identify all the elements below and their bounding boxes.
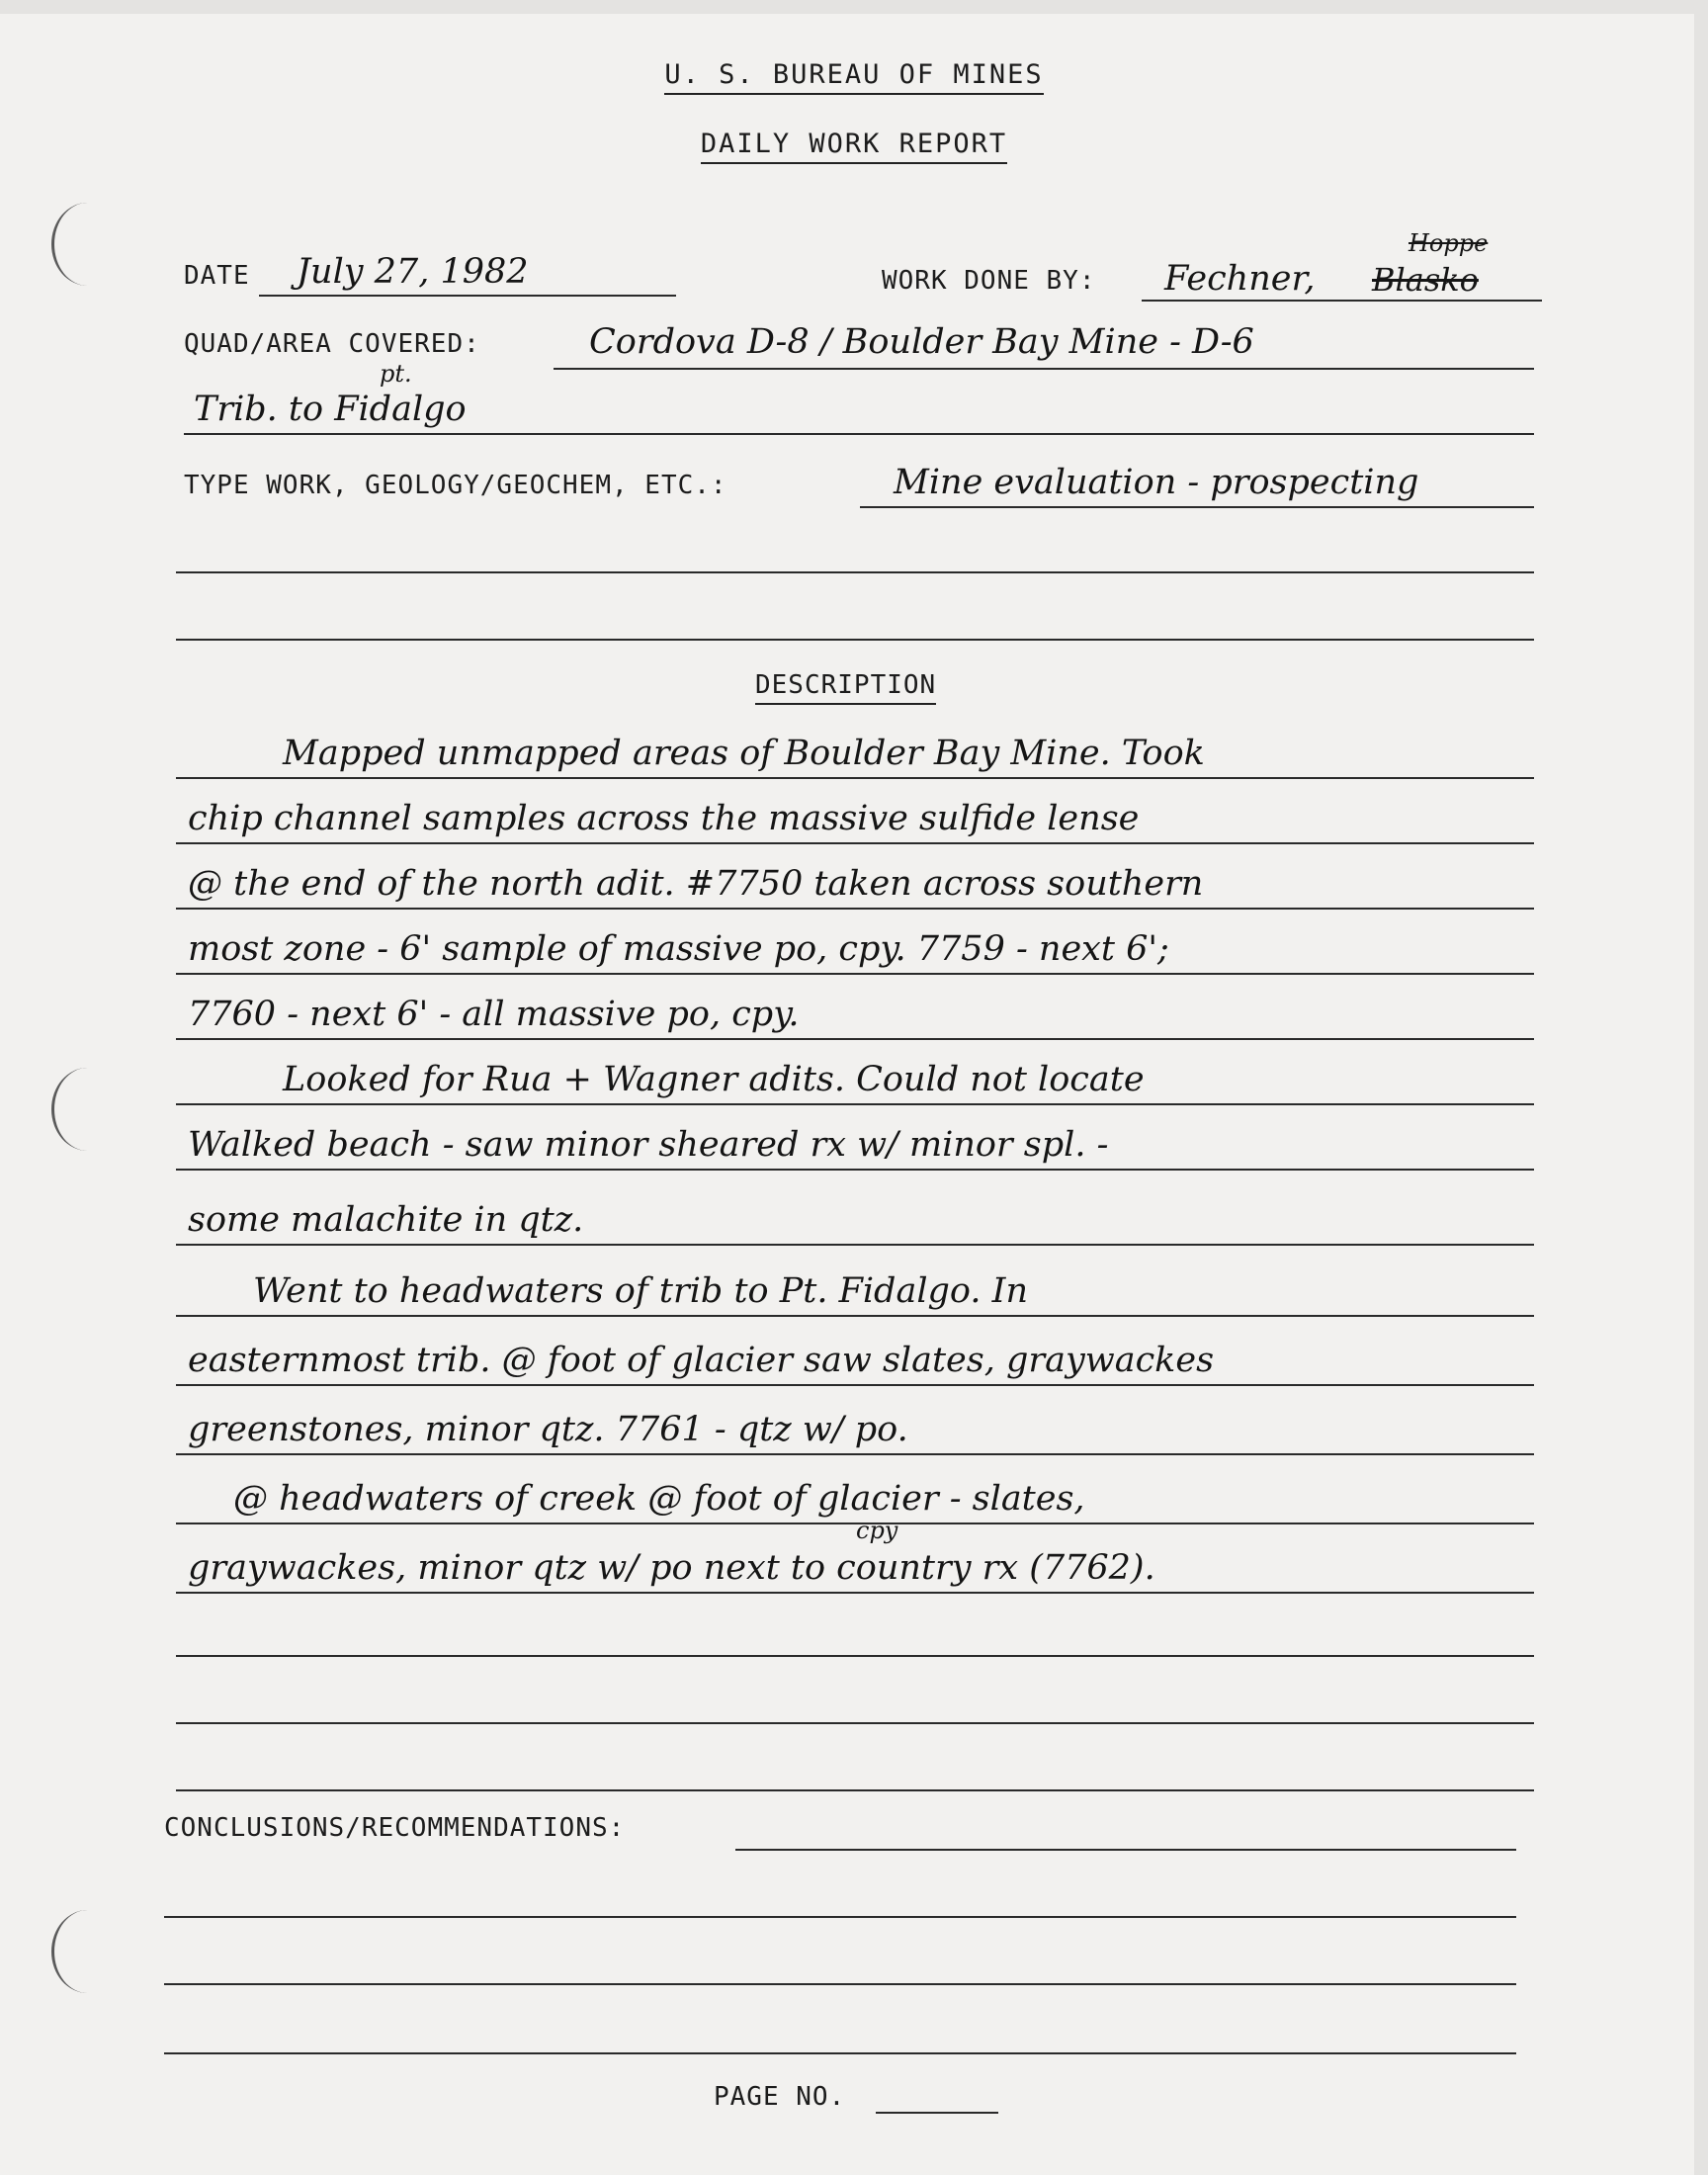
desc-line-3: @ the end of the north adit. #7750 taken across southern xyxy=(188,864,1204,904)
quad-area-value: Cordova D-8 / Boulder Bay Mine - D-6 xyxy=(589,322,1254,362)
desc-line-4: most zone - 6' sample of massive po, cpy. 7759 - next 6'; xyxy=(188,929,1169,969)
desc-line-11: greenstones, minor qtz. 7761 - qtz w/ po. xyxy=(188,1410,908,1449)
quad-area-value-line2: Trib. to Fidalgo xyxy=(194,390,467,429)
conclusions-rule-3 xyxy=(164,1983,1516,1985)
conclusions-label: CONCLUSIONS/RECOMMENDATIONS: xyxy=(164,1813,626,1843)
desc-rule-3 xyxy=(176,908,1534,910)
type-work-label: TYPE WORK, GEOLOGY/GEOCHEM, ETC.: xyxy=(184,471,727,500)
work-done-by-label: WORK DONE BY: xyxy=(882,266,1096,296)
date-label: DATE xyxy=(184,261,250,291)
desc-rule-1 xyxy=(176,777,1534,779)
conclusions-rule-4 xyxy=(164,2052,1516,2054)
desc-rule-10 xyxy=(176,1384,1534,1386)
desc-line-12: @ headwaters of creek @ foot of glacier - slates, xyxy=(233,1479,1085,1519)
desc-line-6: Looked for Rua + Wagner adits. Could not locate xyxy=(283,1060,1145,1099)
desc-rule-2 xyxy=(176,842,1534,844)
quad-area-rule-2 xyxy=(184,433,1534,435)
quad-area-label: QUAD/AREA COVERED: xyxy=(184,329,480,359)
org-title: U. S. BUREAU OF MINES xyxy=(0,59,1708,90)
blank-rule-5 xyxy=(176,1789,1534,1791)
quad-area-insert: pt. xyxy=(380,360,412,388)
desc-line-5: 7760 - next 6' - all massive po, cpy. xyxy=(188,995,800,1034)
scan-edge-right xyxy=(1694,0,1708,2175)
blank-rule-1 xyxy=(176,571,1534,573)
page-no-label: PAGE NO. xyxy=(714,2082,846,2112)
desc-rule-7 xyxy=(176,1169,1534,1171)
work-done-by-struck-above: Hoppe xyxy=(1409,229,1489,257)
desc-line-9: Went to headwaters of trib to Pt. Fidalgo. In xyxy=(253,1271,1028,1311)
quad-area-rule xyxy=(554,368,1534,370)
punch-hole-bottom xyxy=(51,1910,124,1993)
desc-line-13: graywackes, minor qtz w/ po next to country rx (7762). xyxy=(188,1548,1155,1588)
work-done-by-rule xyxy=(1142,300,1542,302)
desc-line-2: chip channel samples across the massive sulfide lense xyxy=(188,799,1140,838)
date-rule xyxy=(259,295,676,297)
type-work-value: Mine evaluation - prospecting xyxy=(894,463,1419,502)
conclusions-rule-2 xyxy=(164,1916,1516,1918)
desc-rule-13 xyxy=(176,1592,1534,1594)
scan-edge-top xyxy=(0,0,1708,14)
work-done-by-value: Fechner, xyxy=(1164,259,1316,299)
work-done-by-struck-name: Blasko xyxy=(1372,261,1479,299)
desc-rule-12 xyxy=(176,1522,1534,1524)
conclusions-rule xyxy=(735,1849,1516,1851)
punch-hole-middle xyxy=(51,1068,124,1151)
punch-hole-top xyxy=(51,203,124,286)
desc-rule-4 xyxy=(176,973,1534,975)
desc-rule-11 xyxy=(176,1453,1534,1455)
desc-rule-5 xyxy=(176,1038,1534,1040)
desc-rule-6 xyxy=(176,1103,1534,1105)
blank-rule-3 xyxy=(176,1655,1534,1657)
desc-line-7: Walked beach - saw minor sheared rx w/ minor spl. - xyxy=(188,1125,1109,1165)
blank-rule-2 xyxy=(176,639,1534,641)
report-title: DAILY WORK REPORT xyxy=(0,129,1708,159)
desc-rule-9 xyxy=(176,1315,1534,1317)
date-value: July 27, 1982 xyxy=(297,252,529,292)
desc-line-1: Mapped unmapped areas of Boulder Bay Mine. Took xyxy=(283,734,1205,773)
desc-rule-8 xyxy=(176,1244,1534,1246)
page-no-rule xyxy=(876,2112,998,2114)
desc-line-10: easternmost trib. @ foot of glacier saw slates, graywackes xyxy=(188,1341,1215,1380)
desc-line-13-insert: cpy xyxy=(856,1517,898,1544)
desc-line-8: some malachite in qtz. xyxy=(188,1200,584,1240)
type-work-rule xyxy=(860,506,1534,508)
blank-rule-4 xyxy=(176,1722,1534,1724)
description-heading: DESCRIPTION xyxy=(755,670,936,700)
